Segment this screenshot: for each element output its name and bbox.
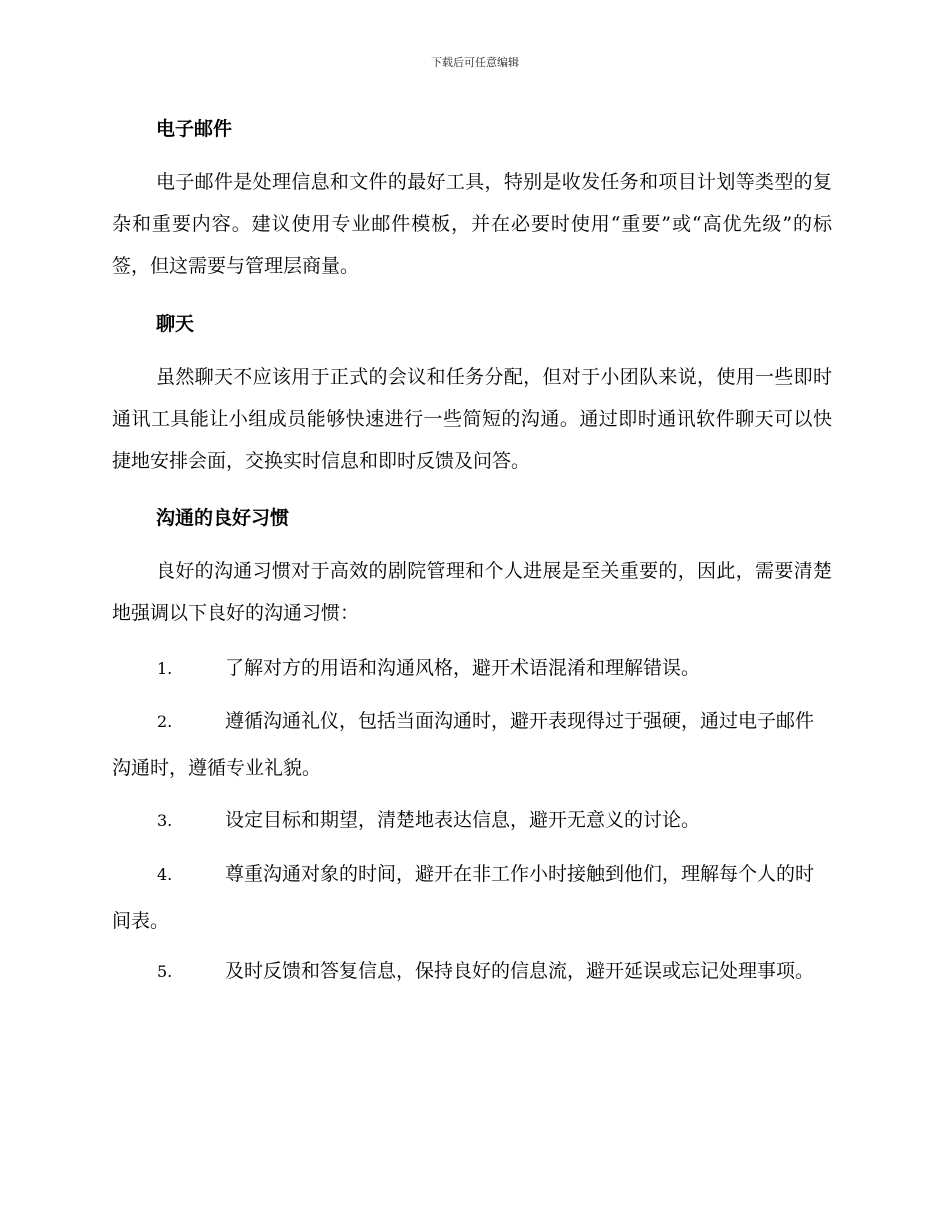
section-paragraph-email: 电子邮件是处理信息和文件的最好工具，特别是收发任务和项目计划等类型的复杂和重要内容。建议使用专业邮件模板，并在必要时使用“重要”或“高优先级”的标签，但这需要与管理层商量。 bbox=[112, 171, 832, 277]
list-item bbox=[112, 698, 832, 792]
list-item-text: 及时反馈和答复信息，保持良好的信息流，避开延误或忘记处理事项。 bbox=[225, 960, 815, 982]
list-item-text: 设定目标和期望，清楚地表达信息，避开无意义的讨论。 bbox=[225, 809, 701, 831]
section-heading-habits: 沟通的良好习惯 bbox=[156, 507, 290, 529]
list-item-number: 3. bbox=[157, 811, 173, 830]
section-paragraph-habits: 良好的沟通习惯对于高效的剧院管理和个人进展是至关重要的，因此，需要清楚地强调以下良好的沟通习惯： bbox=[112, 560, 832, 624]
list-item-text: 了解对方的用语和沟通风格，避开术语混淆和理解错误。 bbox=[225, 657, 701, 679]
list-item-number: 5. bbox=[157, 962, 173, 981]
list-item bbox=[112, 797, 832, 844]
list-item-number: 2. bbox=[157, 712, 173, 731]
page-header: 下载后可任意编辑 bbox=[431, 56, 519, 69]
section-paragraph-chat: 虽然聊天不应该用于正式的会议和任务分配，但对于小团队来说，使用一些即时通讯工具能让小组成员能够快速进行一些简短的沟通。通过即时通讯软件聊天可以快捷地安排会面，交换实时信息和即时反馈及问答。 bbox=[112, 366, 832, 472]
list-item bbox=[112, 851, 832, 945]
list-item-number: 4. bbox=[157, 865, 173, 884]
list-item-text: 尊重沟通对象的时间，避开在非工作小时接触到他们，理解每个人的时间表。 bbox=[112, 863, 815, 932]
section-heading-chat: 聊天 bbox=[156, 313, 195, 335]
list-item bbox=[112, 645, 832, 692]
section-heading-email: 电子邮件 bbox=[156, 118, 233, 140]
list-item-text: 遵循沟通礼仪，包括当面沟通时，避开表现得过于强硬，通过电子邮件沟通时，遵循专业礼貌。 bbox=[112, 710, 815, 779]
list-item-number: 1. bbox=[157, 659, 173, 678]
list-item bbox=[112, 948, 832, 995]
